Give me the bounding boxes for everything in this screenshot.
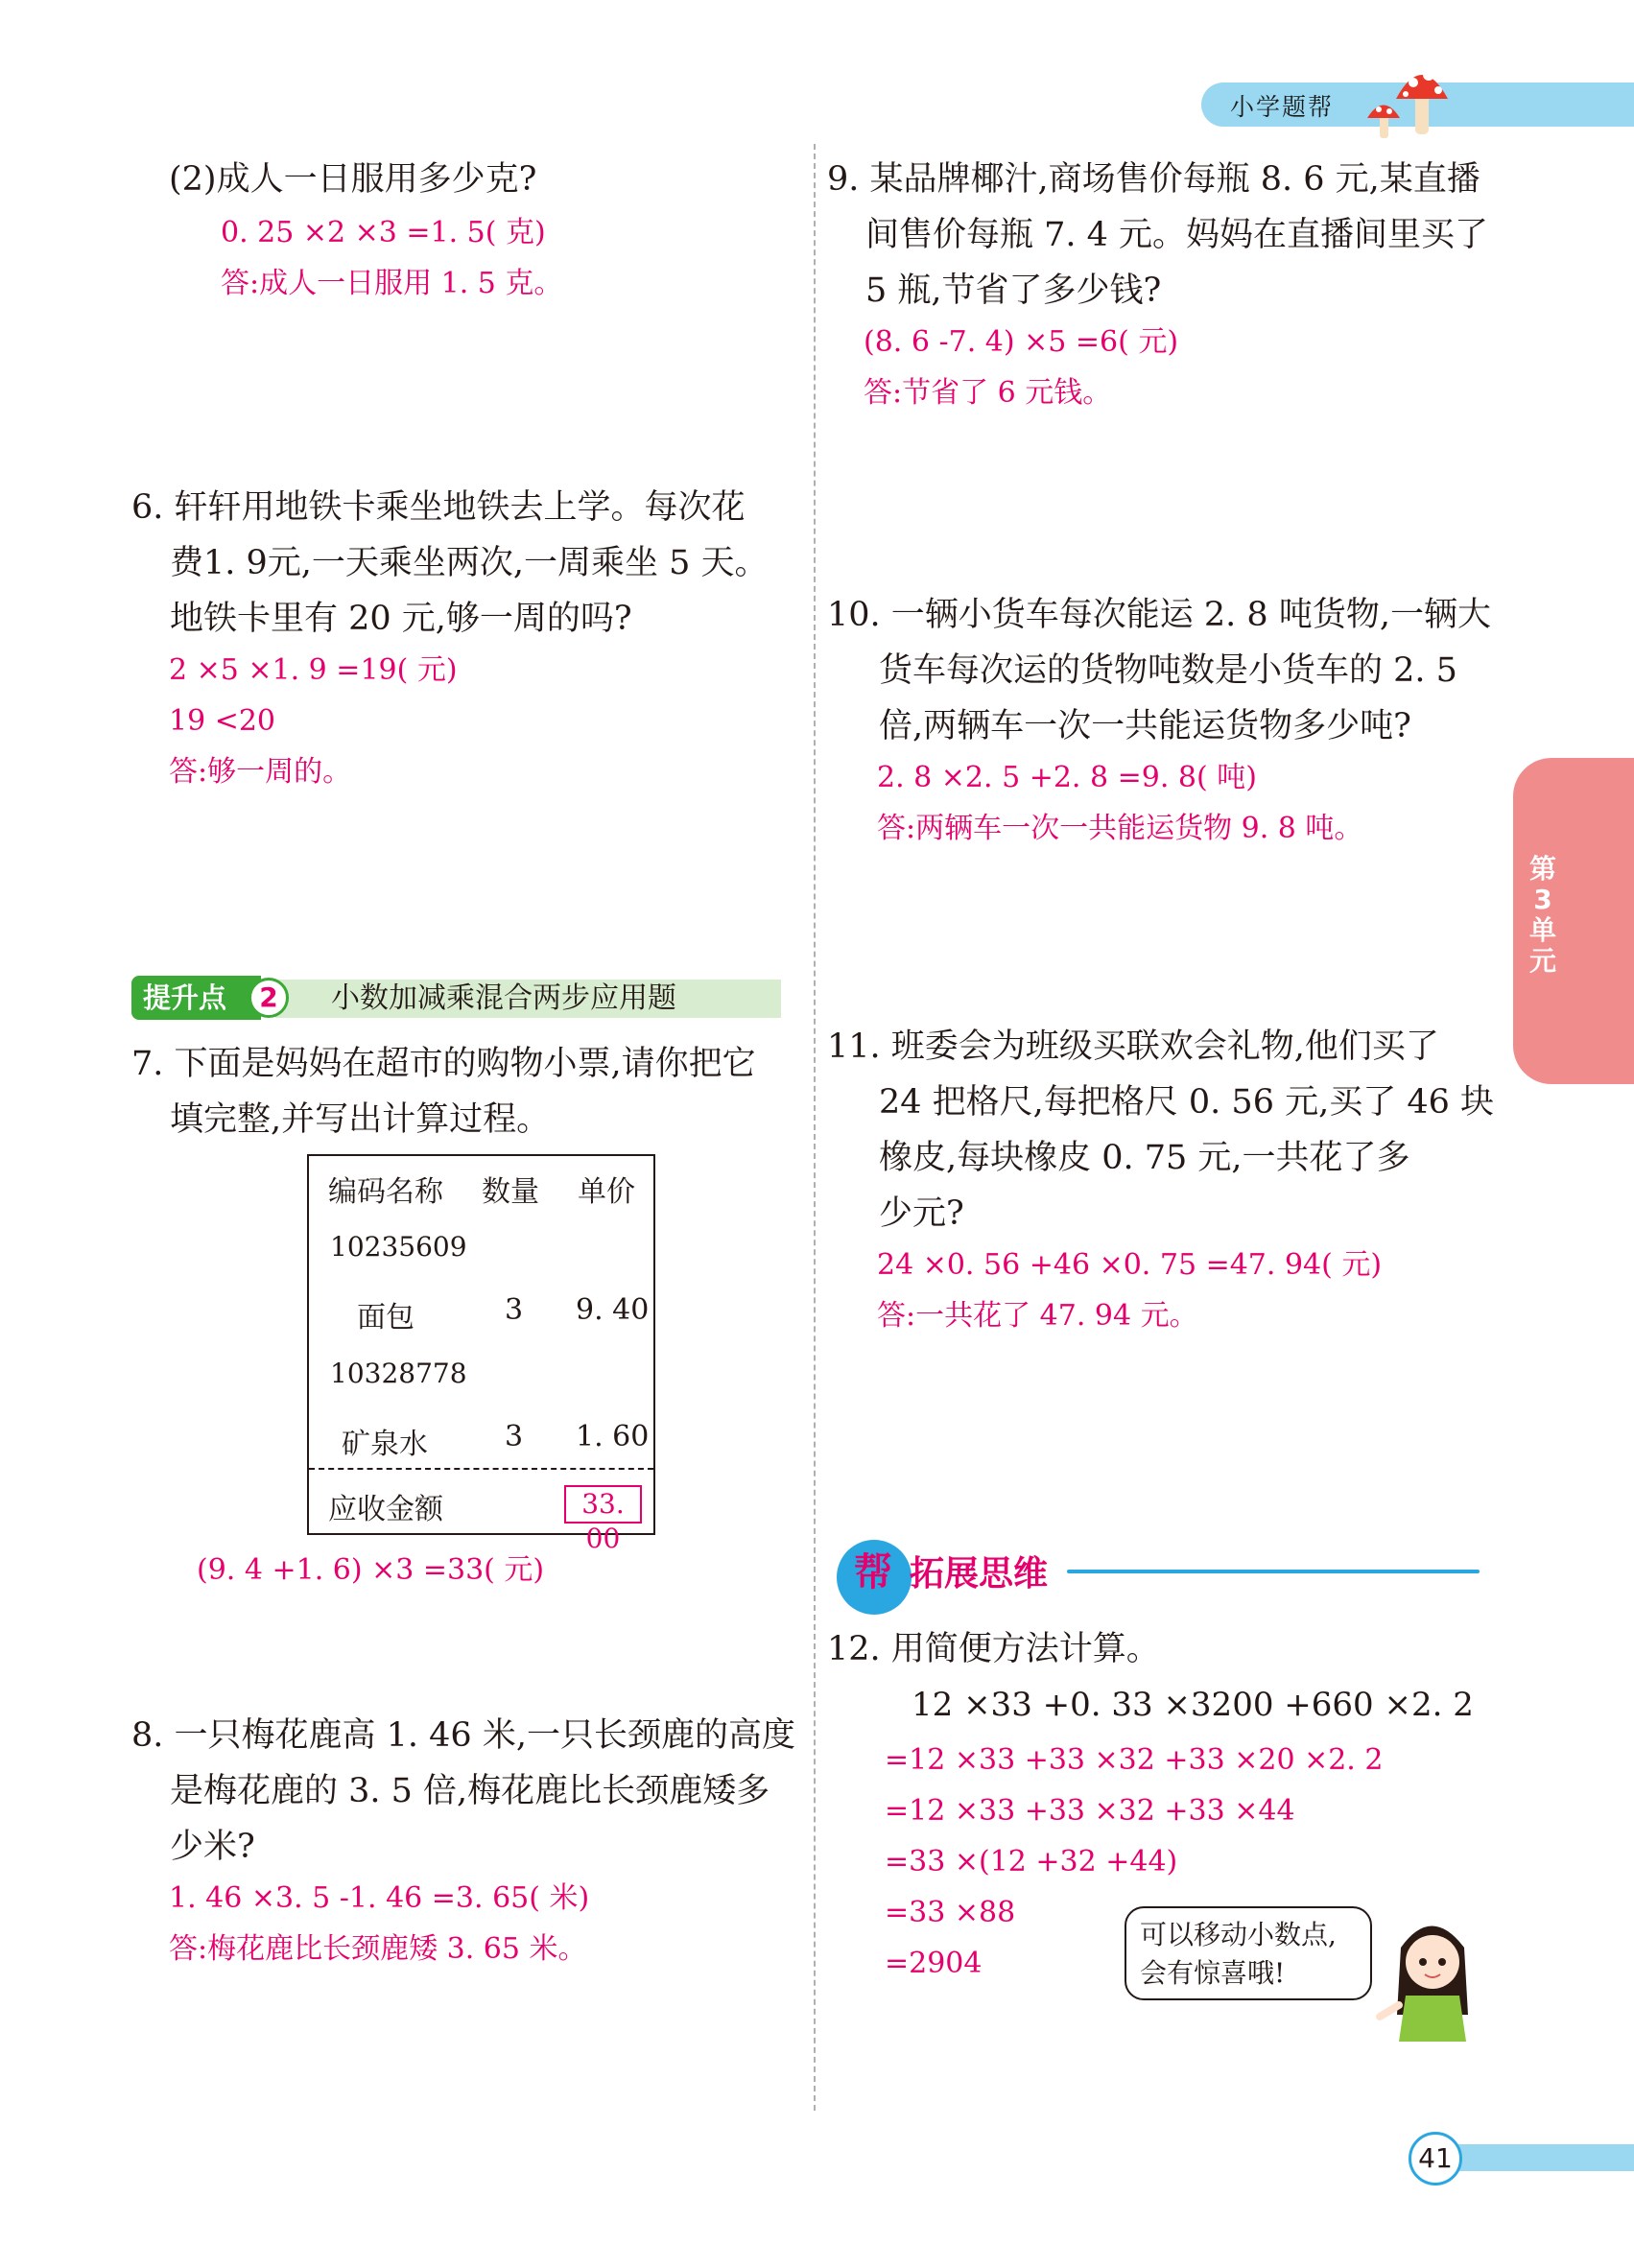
column-divider bbox=[814, 144, 816, 2111]
receipt-header-price: 单价 bbox=[578, 1175, 635, 1209]
receipt-header-qty: 数量 bbox=[482, 1175, 539, 1209]
q6-answer: 2 ×5 ×1. 9 =19( 元) 19 <20 答:够一周的。 bbox=[169, 653, 458, 789]
q12-expression: 12 ×33 +0. 33 ×3200 +660 ×2. 2 bbox=[912, 1686, 1474, 1724]
receipt-item-1-price: 9. 40 bbox=[576, 1293, 650, 1327]
receipt-item-1-name: 面包 bbox=[357, 1301, 414, 1335]
q12-steps: =12 ×33 +33 ×32 +33 ×20 ×2. 2 =12 ×33 +33 ×32 +33 ×44 =33 ×(12 +32 +44) =33 ×88 =2904 bbox=[885, 1743, 1384, 1980]
q8-answer: 1. 46 ×3. 5 -1. 46 =3. 65( 米) 答:梅花鹿比长颈鹿矮 3. 65 米。 bbox=[169, 1881, 590, 1966]
shopping-receipt bbox=[307, 1154, 655, 1554]
q10-question: 10. 一辆小货车每次能运 2. 8 吨货物,一辆大 货车每次运的货物吨数是小货车的 2. 5 倍,两辆车一次一共能运货物多少吨? bbox=[827, 596, 1491, 745]
q7-question: 7. 下面是妈妈在超市的购物小票,请你把它 填完整,并写出计算过程。 bbox=[131, 1045, 756, 1139]
q6-question: 6. 轩轩用地铁卡乘坐地铁去上学。每次花 费1. 9元,一天乘坐两次,一周乘坐 5 天。 地铁卡里有 20 元,够一周的吗? bbox=[131, 488, 769, 638]
receipt-item-2-name: 矿泉水 bbox=[342, 1428, 428, 1461]
receipt-total-value: 33. 00 bbox=[564, 1485, 642, 1524]
q9-answer: (8. 6 -7. 4) ×5 =6( 元) 答:节省了 6 元钱。 bbox=[864, 325, 1179, 410]
q7-answer: (9. 4 +1. 6) ×3 =33( 元) bbox=[197, 1553, 545, 1587]
q9-question: 9. 某品牌椰汁,商场售价每瓶 8. 6 元,某直播 间售价每瓶 7. 4 元。妈妈在直播间里买了 5 瓶,节省了多少钱? bbox=[827, 160, 1489, 310]
q8-question: 8. 一只梅花鹿高 1. 46 米,一只长颈鹿的高度 是梅花鹿的 3. 5 倍,梅花鹿比长颈鹿矮多 少米? bbox=[131, 1716, 795, 1866]
receipt-code-1: 10235609 bbox=[330, 1231, 467, 1263]
section-tuozhan-title: 拓展思维 bbox=[910, 1554, 1049, 1594]
receipt-code-2: 10328778 bbox=[330, 1358, 467, 1389]
receipt-total-label: 应收金额 bbox=[328, 1493, 443, 1526]
section-tag: 提升点 bbox=[131, 976, 261, 1020]
q5-part2-question: (2)成人一日服用多少克? bbox=[169, 160, 537, 199]
section-tuozhan-underline bbox=[1067, 1570, 1480, 1573]
receipt-divider bbox=[309, 1468, 653, 1470]
q10-answer: 2. 8 ×2. 5 +2. 8 =9. 8( 吨) 答:两辆车一次一共能运货物 9. 8 吨。 bbox=[877, 761, 1363, 845]
unit-side-tab-label: 第 3 单 元 bbox=[1528, 853, 1556, 977]
section-tisheng bbox=[131, 976, 781, 1020]
girl-character-icon bbox=[1372, 1909, 1497, 2044]
speech-bubble: 可以移动小数点, 会有惊喜哦! bbox=[1125, 1906, 1372, 2000]
bang-badge-label: 帮 bbox=[854, 1550, 892, 1595]
receipt-header-name: 编码名称 bbox=[328, 1175, 443, 1209]
section-number: 2 bbox=[249, 978, 289, 1018]
section-title: 小数加减乘混合两步应用题 bbox=[331, 981, 676, 1015]
footer-bar bbox=[1439, 2144, 1634, 2171]
q12-question: 12. 用简便方法计算。 bbox=[827, 1630, 1160, 1668]
receipt-item-2-price: 1. 60 bbox=[576, 1420, 650, 1453]
q11-answer: 24 ×0. 56 +46 ×0. 75 =47. 94( 元) 答:一共花了 47. 94 元。 bbox=[877, 1248, 1383, 1333]
brand-label: 小学题帮 bbox=[1230, 93, 1335, 121]
q5-part2-answer: 0. 25 ×2 ×3 =1. 5( 克) 答:成人一日服用 1. 5 克。 bbox=[221, 216, 563, 300]
mushroom-icon bbox=[1348, 56, 1463, 147]
receipt-item-2-qty: 3 bbox=[505, 1420, 524, 1453]
page-number: 41 bbox=[1409, 2132, 1462, 2185]
q11-question: 11. 班委会为班级买联欢会礼物,他们买了 24 把格尺,每把格尺 0. 56 元,买了 46 块 橡皮,每块橡皮 0. 75 元,一共花了多 少元? bbox=[827, 1028, 1495, 1233]
receipt-item-1-qty: 3 bbox=[505, 1293, 524, 1327]
